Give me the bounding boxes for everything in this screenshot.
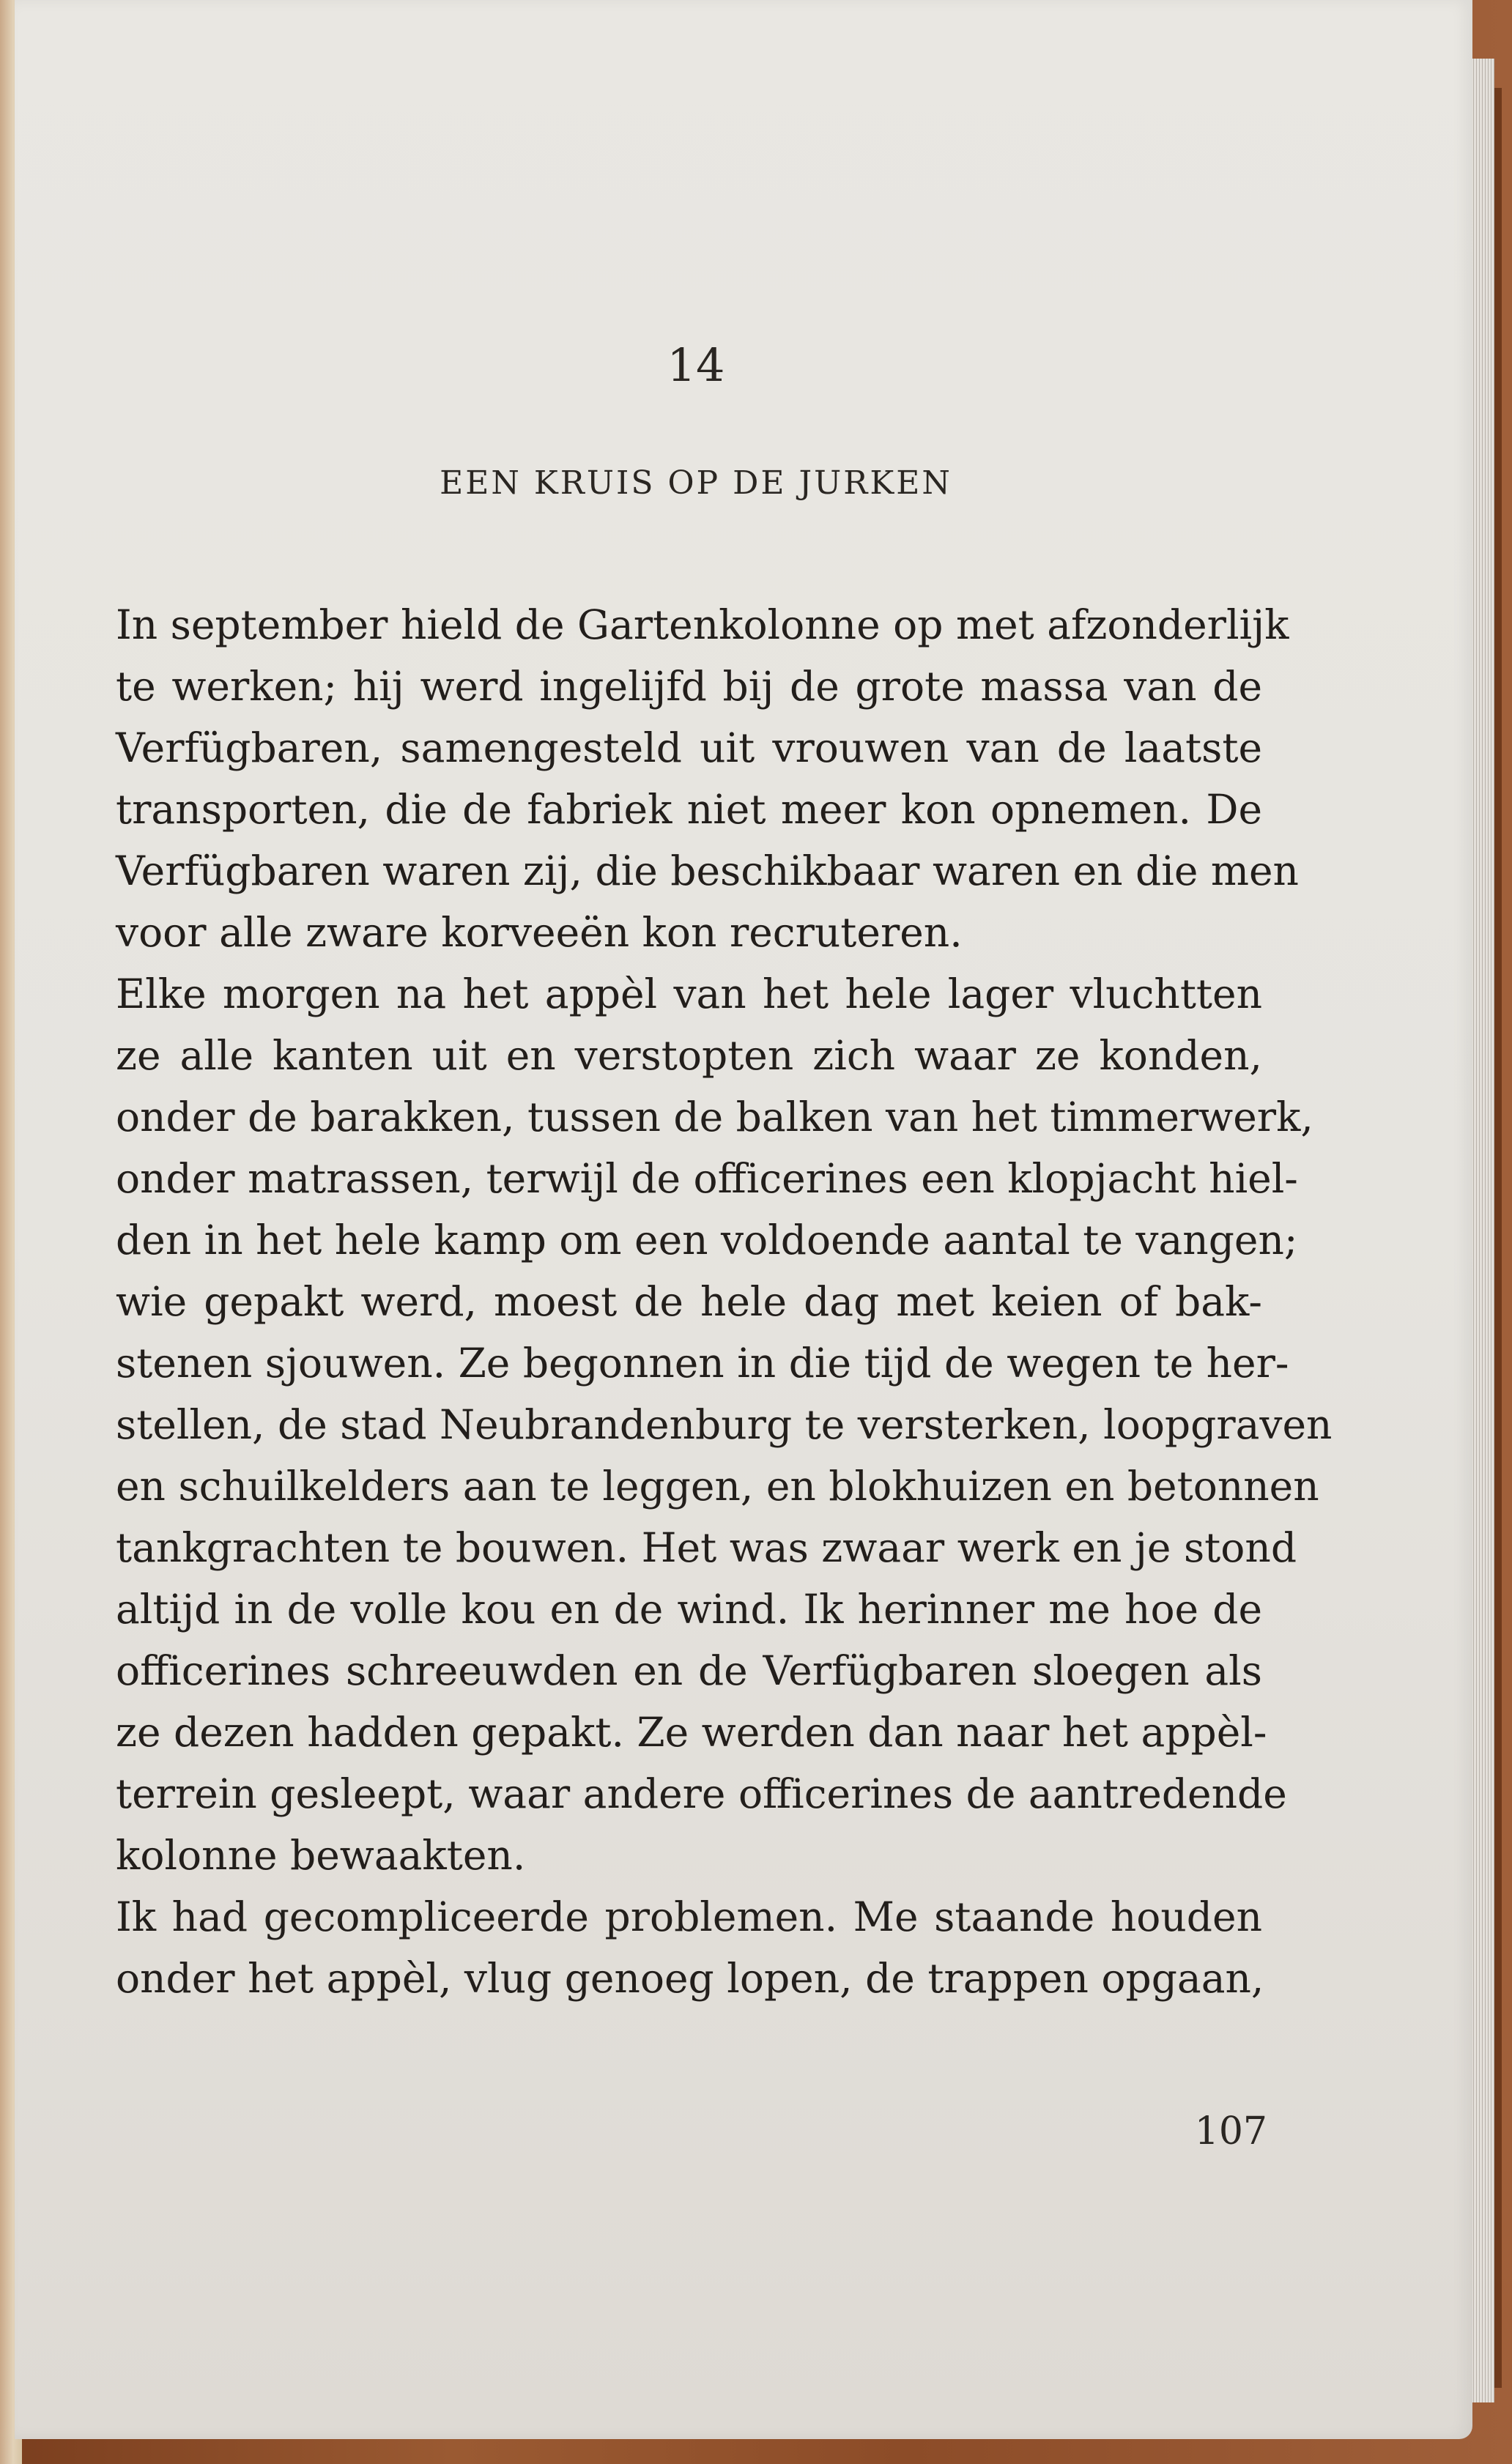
text-line: Elke morgen na het appèl van het hele lager vluchtten: [116, 971, 1262, 1017]
text-line: tankgrachten te bouwen. Het was zwaar werk en je stond: [116, 1524, 1297, 1571]
text-line: Verfügbaren waren zij, die beschikbaar waren en die men: [116, 847, 1299, 894]
text-line: en schuilkelders aan te leggen, en blokhuizen en betonnen: [116, 1463, 1319, 1510]
text-line: transporten, die de fabriek niet meer kon opnemen. De: [116, 786, 1262, 833]
text-line: Verfügbaren, samengesteld uit vrouwen van de laatste: [116, 724, 1262, 771]
text-line: onder het appèl, vlug genoeg lopen, de trappen opgaan,: [116, 1955, 1264, 2002]
text-line: stenen sjouwen. Ze begonnen in die tijd de wegen te her-: [116, 1340, 1289, 1387]
text-line: altijd in de volle kou en de wind. Ik herinner me hoe de: [116, 1586, 1262, 1633]
text-line: wie gepakt werd, moest de hele dag met keien of bak-: [116, 1278, 1262, 1325]
text-line: onder de barakken, tussen de balken van het timmerwerk,: [116, 1094, 1313, 1140]
text-line: te werken; hij werd ingelijfd bij de grote massa van de: [116, 663, 1262, 710]
text-line: den in het hele kamp om een voldoende aantal te vangen;: [116, 1217, 1298, 1263]
page-number: 107: [1194, 2109, 1267, 2153]
text-line: Ik had gecompliceerde problemen. Me staande houden: [116, 1893, 1262, 1940]
text-line: ze alle kanten uit en verstopten zich waar ze konden,: [116, 1032, 1262, 1079]
text-line: onder matrassen, terwijl de officerines een klopjacht hiel-: [116, 1155, 1298, 1202]
text-line: terrein gesleept, waar andere officerines de aantredende: [116, 1770, 1287, 1817]
text-line: voor alle zware korveeën kon recruteren.: [116, 909, 963, 956]
text-line: stellen, de stad Neubrandenburg te versterken, loopgraven: [116, 1401, 1333, 1448]
text-line: officerines schreeuwden en de Verfügbaren sloegen als: [116, 1647, 1262, 1694]
book-page: [15, 0, 1472, 2439]
text-line: In september hield de Gartenkolonne op met afzonderlijk: [116, 601, 1289, 648]
text-line: kolonne bewaakten.: [116, 1832, 526, 1879]
chapter-number: 14: [667, 338, 725, 392]
chapter-title: EEN KRUIS OP DE JURKEN: [440, 464, 952, 502]
text-line: ze dezen hadden gepakt. Ze werden dan naar het appèl-: [116, 1709, 1267, 1756]
